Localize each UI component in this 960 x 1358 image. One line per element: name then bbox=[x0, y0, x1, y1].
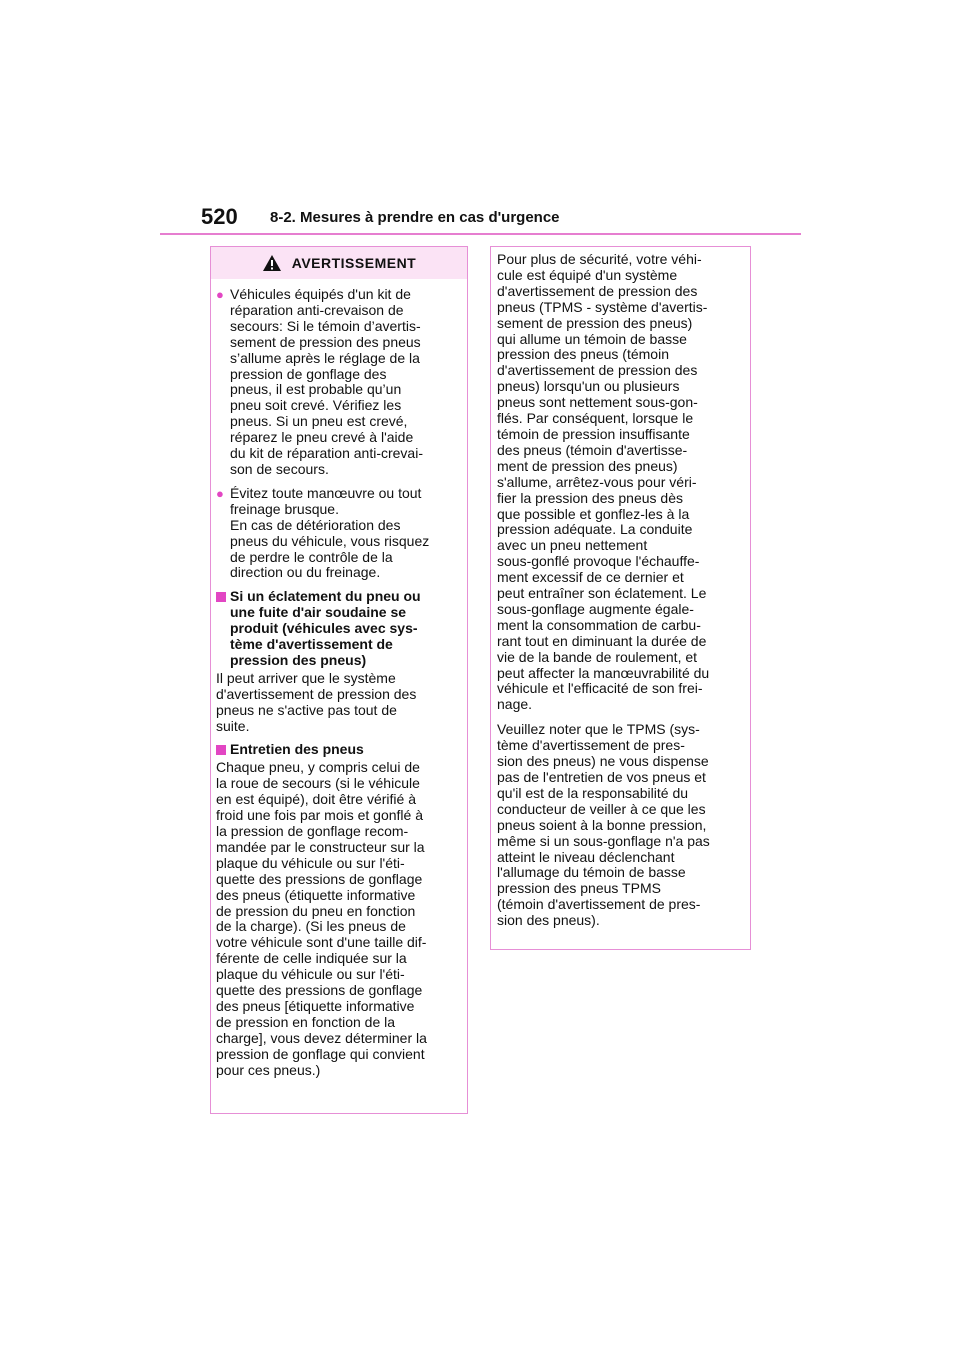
text-line: direction ou du freinage. bbox=[230, 564, 381, 581]
text-line: peut entraîner son éclatement. Le bbox=[497, 585, 707, 602]
text-line: pneus du véhicule, vous risquez bbox=[230, 532, 430, 549]
text-line: pneus (TPMS - système d'avertis- bbox=[497, 298, 708, 315]
text-line: Entretien des pneus bbox=[230, 741, 364, 758]
text-line: s'allume, arrêtez-vous pour véri- bbox=[497, 473, 697, 490]
text-line: sion des pneus) ne vous dispense bbox=[497, 753, 709, 770]
text-line: que possible et gonflez-les à la bbox=[497, 505, 690, 522]
text-line: produit (véhicules avec sys- bbox=[230, 620, 418, 637]
text-line: ment de pression des pneus) bbox=[497, 457, 678, 474]
text-line: de perdre le contrôle de la bbox=[230, 548, 393, 565]
text-line: rant tout en diminuant la durée de bbox=[497, 632, 707, 649]
text-line: la pression de gonflage recom- bbox=[216, 823, 409, 839]
text-line: pneus) lorsqu'un ou plusieurs bbox=[497, 378, 680, 395]
text-line: vie de la bande de roulement, et bbox=[497, 648, 698, 665]
warning-bullet bbox=[216, 486, 462, 581]
text-line: la roue de secours (si le véhicule bbox=[216, 775, 420, 792]
text-line: pression de gonflage qui convient bbox=[216, 1045, 425, 1062]
section-heading bbox=[216, 589, 462, 669]
text-line: En cas de détérioration des bbox=[230, 516, 401, 533]
text-line: (témoin d'avertissement de pres- bbox=[497, 896, 701, 913]
text-line: tème d'avertissement de pres- bbox=[497, 737, 685, 754]
text-line: pneus ne s'active pas tout de bbox=[216, 701, 397, 718]
text-line: sous-gonflé provoque l'échauffe- bbox=[497, 553, 700, 570]
text-line: pneus sont nettement sous-gon- bbox=[497, 394, 698, 411]
text-line: pression de gonflage des bbox=[230, 365, 387, 382]
text-line: pneus. Si un pneu est crevé, bbox=[230, 413, 408, 430]
warning-header bbox=[211, 247, 467, 279]
tpms-paragraph bbox=[497, 252, 744, 713]
text-line: Évitez toute manœuvre ou tout bbox=[230, 484, 422, 501]
header-divider bbox=[160, 233, 801, 235]
text-line: cule est équipé d'un système bbox=[497, 266, 678, 283]
square-bullet-icon bbox=[216, 742, 230, 758]
bullet-text bbox=[230, 486, 462, 581]
text-line: mandée par le constructeur sur la bbox=[216, 838, 425, 855]
text-line: pression des pneus (témoin bbox=[497, 346, 669, 363]
text-line: d'avertissement de pression des bbox=[497, 282, 698, 299]
text-line: en est équipé), doit être vérifié à bbox=[216, 791, 417, 808]
text-line: véhicule et l'efficacité de son frei- bbox=[497, 680, 703, 697]
text-line: s’allume après le réglage de la bbox=[230, 349, 420, 366]
text-line: freinage brusque. bbox=[230, 500, 339, 517]
text-line: pression des pneus) bbox=[230, 651, 367, 668]
text-line: votre véhicule sont d'une taille dif- bbox=[216, 934, 427, 951]
text-line: de pression en fonction de la bbox=[216, 1013, 396, 1030]
text-line: sement de pression des pneus) bbox=[497, 314, 693, 331]
text-line: l'allumage du témoin de basse bbox=[497, 864, 686, 881]
text-line: son de secours. bbox=[230, 460, 329, 477]
square-bullet-icon bbox=[216, 589, 230, 669]
text-line: nage. bbox=[497, 696, 533, 713]
tpms-info-box bbox=[490, 246, 751, 950]
section-heading-text bbox=[230, 742, 364, 758]
text-line: pour ces pneus.) bbox=[216, 1061, 321, 1078]
text-line: pression des pneus TPMS bbox=[497, 880, 661, 897]
section-heading bbox=[216, 742, 462, 758]
page-number: 520 bbox=[201, 204, 238, 229]
bullet-text bbox=[230, 287, 462, 478]
bullet-dot-icon: ● bbox=[216, 485, 224, 501]
text-line: des pneus (étiquette informative bbox=[216, 886, 416, 903]
text-line: secours: Si le témoin d’avertis- bbox=[230, 317, 421, 334]
text-line: Si un éclatement du pneu ou bbox=[230, 588, 421, 605]
text-line: réparation anti-crevaison de bbox=[230, 301, 404, 318]
text-line: quette des pressions de gonflage bbox=[216, 982, 423, 999]
text-line: de la charge). (Si les pneus de bbox=[216, 918, 406, 935]
text-line: suite. bbox=[216, 717, 250, 734]
text-line: atteint le niveau déclenchant bbox=[497, 848, 675, 865]
text-line: fier la pression des pneus dès bbox=[497, 489, 683, 506]
text-line: férente de celle indiquée sur la bbox=[216, 950, 407, 967]
text-line: ment excessif de ce dernier et bbox=[497, 569, 684, 586]
text-line: des pneus (témoin d'avertisse- bbox=[497, 441, 688, 458]
text-line: froid une fois par mois et gonflé à bbox=[216, 807, 424, 824]
text-line: qu'il est de la responsabilité du bbox=[497, 784, 689, 801]
text-line: des pneus [étiquette informative bbox=[216, 997, 415, 1014]
text-line: Véhicules équipés d'un kit de bbox=[230, 286, 411, 302]
text-line: pneus, il est probable qu’un bbox=[230, 381, 402, 398]
text-line: sous-gonflage augmente égale- bbox=[497, 600, 694, 617]
text-line: flés. Par conséquent, lorsque le bbox=[497, 410, 694, 427]
text-line: conducteur de veiller à ce que les bbox=[497, 800, 706, 817]
text-line: quette des pressions de gonflage bbox=[216, 870, 423, 887]
text-line: d'avertissement de pression des bbox=[216, 685, 417, 702]
section-title: 8-2. Mesures à prendre en cas d'urgence bbox=[270, 209, 560, 226]
text-line: pression adéquate. La conduite bbox=[497, 521, 693, 538]
text-line: de pression du pneu en fonction bbox=[216, 902, 416, 919]
text-line: pneu soit crevé. Vérifiez les bbox=[230, 397, 402, 414]
text-line: sion des pneus). bbox=[497, 912, 600, 929]
text-line: d'avertissement de pression des bbox=[497, 362, 698, 379]
text-line: qui allume un témoin de basse bbox=[497, 330, 687, 347]
text-line: témoin de pression insuffisante bbox=[497, 425, 690, 442]
text-line: pas de l'entretien de vos pneus et bbox=[497, 769, 706, 785]
text-line: Pour plus de sécurité, votre véhi- bbox=[497, 251, 702, 267]
text-line: tème d'avertissement de bbox=[230, 636, 393, 653]
section-body bbox=[216, 760, 462, 1078]
text-line: réparez le pneu crevé à l'aide bbox=[230, 429, 414, 446]
warning-triangle-icon bbox=[262, 254, 282, 272]
text-line: Chaque pneu, y compris celui de bbox=[216, 759, 420, 776]
text-line: Il peut arriver que le système bbox=[216, 669, 396, 686]
text-line: avec un pneu nettement bbox=[497, 537, 648, 554]
text-line: sement de pression des pneus bbox=[230, 333, 421, 350]
text-line: du kit de réparation anti-crevai- bbox=[230, 445, 423, 462]
text-line: charge], vous devez déterminer la bbox=[216, 1029, 427, 1046]
warning-box bbox=[210, 246, 468, 1114]
warning-title: AVERTISSEMENT bbox=[291, 255, 417, 271]
text-line: ment la consommation de carbu- bbox=[497, 616, 701, 633]
text-line: plaque du véhicule ou sur l'éti- bbox=[216, 966, 405, 983]
text-line: plaque du véhicule ou sur l'éti- bbox=[216, 854, 405, 871]
warning-body bbox=[211, 279, 467, 1079]
warning-bullet bbox=[216, 287, 462, 478]
section-heading-text bbox=[230, 589, 421, 669]
bullet-dot-icon: ● bbox=[216, 287, 224, 302]
text-line: Veuillez noter que le TPMS (sys- bbox=[497, 721, 700, 738]
text-line: même si un sous-gonflage n'a pas bbox=[497, 832, 710, 849]
text-line: une fuite d'air soudaine se bbox=[230, 604, 407, 621]
text-line: pneus soient à la bonne pression, bbox=[497, 816, 707, 833]
text-line: peut affecter la manœuvrabilité du bbox=[497, 664, 710, 681]
section-body bbox=[216, 671, 462, 735]
tpms-paragraph bbox=[497, 722, 744, 929]
